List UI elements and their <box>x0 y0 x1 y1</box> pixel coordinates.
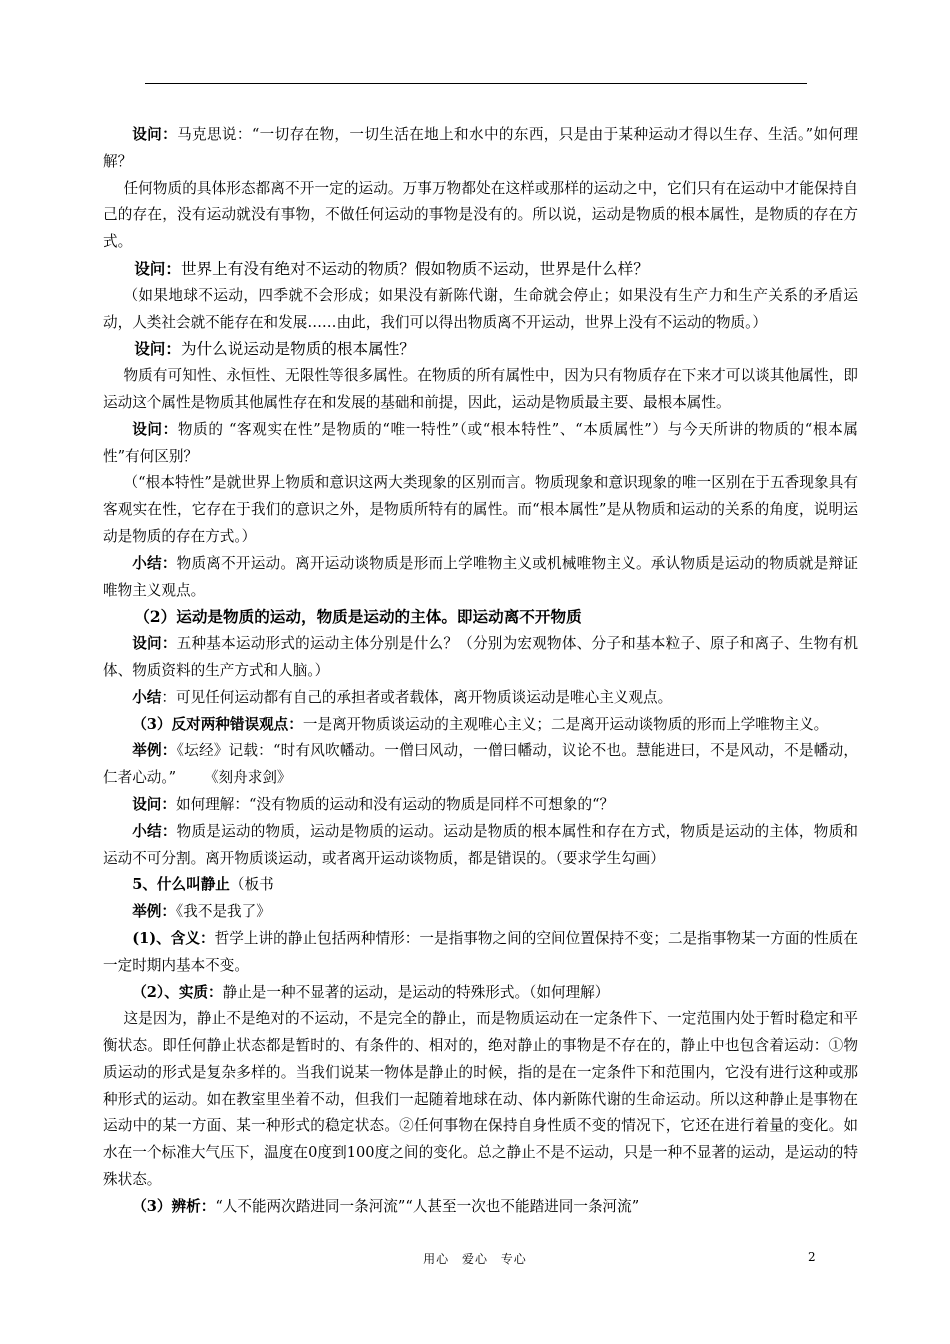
section-label: (1)、含义： <box>132 929 215 947</box>
paragraph-text: “人不能两次踏进同一条河流”“人甚至一次也不能踏进同一条河流” <box>215 1197 640 1215</box>
question-label: 设问： <box>132 126 178 143</box>
question-label: 设问： <box>132 635 177 653</box>
summary-paragraph <box>103 819 858 873</box>
summary-label: 小结 <box>132 688 162 706</box>
paragraph-text: 为什么说运动是物质的根本属性？ <box>180 340 415 359</box>
question-paragraph <box>103 122 858 176</box>
section-paragraph <box>103 712 858 739</box>
paragraph-text: 哲学上讲的静止包括两种情形：一是指事物之间的空间位置保持不变；二是指事物某一方面的性质在一定时期内基本不变。 <box>103 929 858 974</box>
summary-paragraph <box>103 551 858 605</box>
question-label: 设问： <box>134 339 181 359</box>
paragraph-text: （板书 <box>229 876 274 894</box>
paragraph-text: ：可见任何运动都有自己的承担者或者载体，离开物质谈运动是唯心主义观点。 <box>161 688 673 706</box>
paragraph-text: 静止是一种不显著的运动，是运动的特殊形式。（如何理解） <box>222 983 610 1001</box>
question-paragraph <box>103 417 858 471</box>
section-paragraph <box>103 926 858 980</box>
question-paragraph <box>103 631 858 685</box>
header-rule <box>145 83 807 84</box>
summary-label: 小结： <box>132 554 177 572</box>
body-paragraph: 物质有可知性、永恒性、无限性等很多属性。在物质的所有属性中，因为只有物质存在下来才可以谈其他属性，即运动这个属性是物质其他属性存在和发展的基础和前提，因此，运动是物质最主要、最根本属性。 <box>103 367 858 411</box>
paragraph-text: 如何理解：“没有物质的运动和没有运动的物质是同样不可想象的“？ <box>175 795 615 813</box>
document-body <box>103 122 858 1221</box>
paragraph-text: 《我不是我了》 <box>175 903 271 921</box>
example-paragraph <box>103 738 858 792</box>
section-label: （3）辨析： <box>132 1197 216 1215</box>
section-paragraph <box>103 980 858 1007</box>
question-label: 设问： <box>132 420 178 438</box>
paragraph-text: 五种基本运动形式的运动主体分别是什么？（分别为宏观物体、分子和基本粒子、原子和离子、生物有机体、物质资料的生产方式和人脑。） <box>103 635 858 679</box>
paragraph-text: 马克思说：“一切存在物，一切生活在地上和水中的东西，只是由于某种运动才得以生存、生活。”如何理解？ <box>103 126 858 170</box>
page-number: 2 <box>808 1250 816 1264</box>
paragraph-text: 物质离不开运动。离开运动谈物质是形而上学唯物主义或机械唯物主义。承认物质是运动的物质就是辩证唯物主义观点。 <box>103 554 858 599</box>
question-paragraph <box>103 792 858 819</box>
paragraph-text: 物质是运动的物质，运动是物质的运动。运动是物质的根本属性和存在方式，物质是运动的主体，物质和运动不可分割。离开物质谈运动，或者离开运动谈物质，都是错误的。（要求学生勾画） <box>103 822 858 867</box>
paragraph-text: 物质的 “客观实在性”是物质的“唯一特性”（或“根本特性”、“本质属性”）与今天所讲的物质的“根本属性”有何区别？ <box>103 420 858 465</box>
paragraph-text: 一是离开物质谈运动的主观唯心主义；二是离开运动谈物质的形而上学唯物主义。 <box>302 715 829 733</box>
question-paragraph <box>103 256 858 283</box>
summary-label: 小结： <box>132 822 177 840</box>
paragraph-text: 世界上有没有绝对不运动的物质？假如物质不运动，世界是什么样？ <box>180 259 649 278</box>
example-paragraph <box>103 899 858 926</box>
section-heading: （2）运动是物质的运动，物质是运动的主体。即运动离不开物质 <box>134 607 582 627</box>
body-paragraph: （“根本特性”是就世界上物质和意识这两大类现象的区别而言。物质现象和意识现象的唯一区别在于五香现象具有客观实在性，它存在于我们的意识之外，是物质所特有的属性。而“根本属性”是从物质和运动的关系的角度，说明运动是物质的存在方式。） <box>103 474 858 545</box>
section-label: （3）反对两种错误观点： <box>132 715 303 733</box>
question-paragraph <box>103 336 858 363</box>
question-label: 设问： <box>132 795 176 813</box>
example-label: 举例： <box>132 742 177 760</box>
page-footer: 用心 爱心 专心 <box>423 1252 527 1266</box>
body-paragraph: 这是因为，静止不是绝对的不运动，不是完全的静止，而是物质运动在一定条件下、一定范围内处于暂时稳定和平衡状态。即任何静止状态都是暂时的、有条件的、相对的，绝对静止的事物是不存在的，静止中也包含着运动：①物质运动的形式是复杂多样的。当我们说某一物体是静止的时候，指的是在一定条件下和范围内，它没有进行这种或那种形式的运动。如在教室里坐着不动，但我们一起随着地球在动、体内新陈代谢的生命运动。所以这种静止是事物在运动中的某一方面、某一种形式的稳定状态。②任何事物在保持自身性质不变的情况下，它还在进行着量的变化。如水在一个标准大气压下，温度在0度到100度之间的变化。总之静止不是不运动，只是一种不显著的运动，是运动的特殊状态。 <box>103 1010 858 1189</box>
question-label: 设问： <box>134 258 181 278</box>
body-paragraph: 任何物质的具体形态都离不开一定的运动。万事万物都处在这样或那样的运动之中，它们只有在运动中才能保持自己的存在，没有运动就没有事物，不做任何运动的事物是没有的。所以说，运动是物质的根本属性，是物质的存在方式。 <box>103 179 858 251</box>
section-paragraph <box>103 872 858 899</box>
example-label: 举例： <box>132 903 176 921</box>
section-label: 5、什么叫静止 <box>132 876 230 894</box>
summary-paragraph <box>103 685 858 712</box>
section-paragraph <box>103 1194 858 1221</box>
section-label: （2）、实质： <box>132 983 223 1001</box>
paragraph-text: 《坛经》记载：“时有风吹幡动。一僧曰风动，一僧曰幡动，议论不也。慧能进曰，不是风动，不是幡动，仁者心动。” 《刻舟求剑》 <box>103 742 858 787</box>
body-paragraph: （如果地球不运动，四季就不会形成；如果没有新陈代谢，生命就会停止；如果没有生产力和生产关系的矛盾运动，人类社会就不能存在和发展……由此，我们可以得出物质离不开运动，世界上没有不运动的物质。） <box>103 286 858 331</box>
